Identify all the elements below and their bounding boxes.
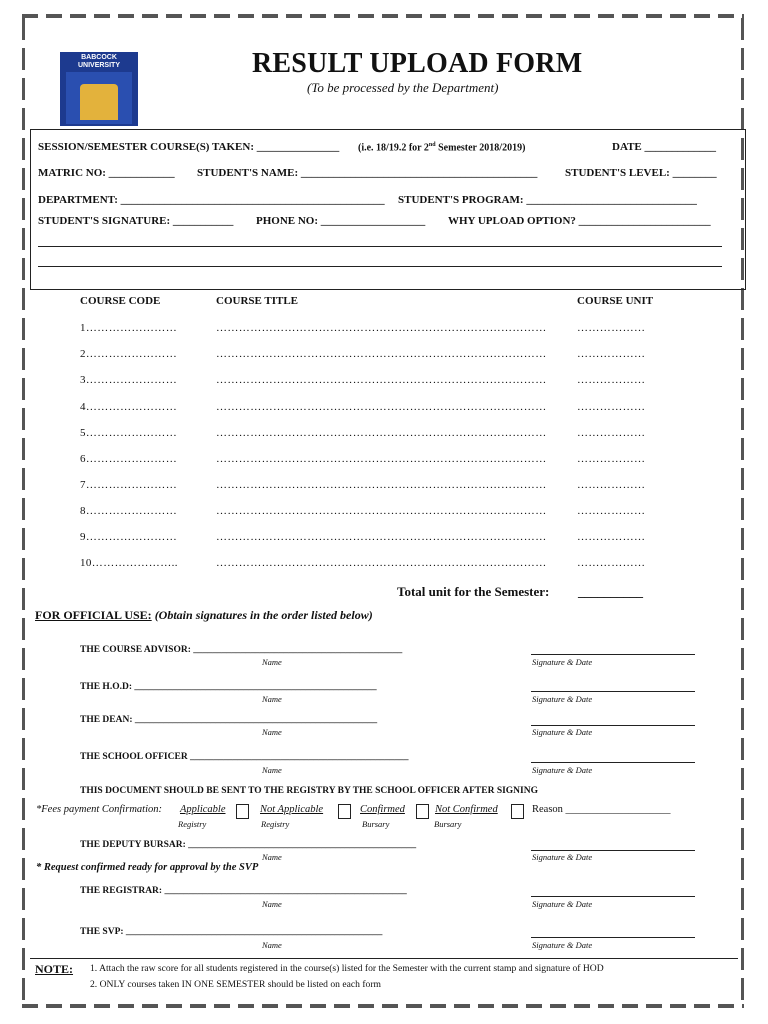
course-advisor-signature-line[interactable] — [531, 654, 695, 655]
course-unit-header: COURSE UNIT — [577, 295, 654, 307]
name-caption: Name — [262, 852, 282, 862]
reason-field[interactable]: Reason ____________________ — [532, 804, 671, 815]
signature-date-caption: Signature & Date — [532, 765, 593, 775]
signature-date-caption: Signature & Date — [532, 852, 593, 862]
name-caption: Name — [262, 694, 282, 704]
logo-shield-icon — [66, 72, 132, 124]
student-program-field[interactable]: STUDENT'S PROGRAM: _______________________________ — [398, 194, 697, 206]
course-title-cell[interactable]: …………………………………………………………………………… — [216, 453, 547, 465]
course-code-cell[interactable]: 7…………………… — [80, 479, 178, 491]
course-title-cell[interactable]: …………………………………………………………………………… — [216, 531, 547, 543]
bursary-caption: Bursary — [362, 819, 390, 829]
course-unit-cell[interactable]: ……………… — [577, 479, 646, 491]
registrar-signature-line[interactable] — [531, 896, 695, 897]
course-unit-cell[interactable]: ……………… — [577, 531, 646, 543]
svp-field[interactable]: THE SVP: ______________________________________________________ — [80, 927, 383, 937]
deputy-bursar-field[interactable]: THE DEPUTY BURSAR: ________________________________________________ — [80, 840, 417, 850]
student-name-field[interactable]: STUDENT'S NAME: ___________________________________________ — [197, 167, 538, 179]
name-caption: Name — [262, 657, 282, 667]
school-officer-field[interactable]: THE SCHOOL OFFICER ______________________________________________ — [80, 752, 409, 762]
name-caption: Name — [262, 940, 282, 950]
note-line-1: 1. Attach the raw score for all students registered in the course(s) listed for the Semester with the current stamp and signature of HOD — [90, 963, 604, 974]
dean-signature-line[interactable] — [531, 725, 695, 726]
course-unit-cell[interactable]: ……………… — [577, 505, 646, 517]
registrar-field[interactable]: THE REGISTRAR: ___________________________________________________ — [80, 886, 407, 896]
course-title-header: COURSE TITLE — [216, 295, 299, 307]
school-officer-signature-line[interactable] — [531, 762, 695, 763]
registry-notice: THIS DOCUMENT SHOULD BE SENT TO THE REGISTRY BY THE SCHOOL OFFICER AFTER SIGNING — [80, 786, 538, 796]
signature-date-caption: Signature & Date — [532, 899, 593, 909]
course-title-cell[interactable]: …………………………………………………………………………… — [216, 557, 547, 569]
course-code-cell[interactable]: 1…………………… — [80, 322, 178, 334]
official-use-heading: FOR OFFICIAL USE: (Obtain signatures in the order listed below) — [35, 608, 373, 622]
note-line-2: 2. ONLY courses taken IN ONE SEMESTER should be listed on each form — [90, 979, 381, 990]
note-divider — [30, 958, 738, 959]
bursary-caption: Bursary — [434, 819, 462, 829]
upload-option-field[interactable]: WHY UPLOAD OPTION? ________________________ — [448, 215, 711, 227]
course-unit-cell[interactable]: ……………… — [577, 453, 646, 465]
not-confirmed-checkbox[interactable] — [511, 804, 524, 819]
name-caption: Name — [262, 727, 282, 737]
form-subtitle: (To be processed by the Department) — [307, 80, 499, 95]
not-applicable-label: Not Applicable — [260, 804, 324, 815]
dean-field[interactable]: THE DEAN: ___________________________________________________ — [80, 715, 378, 725]
student-signature-field[interactable]: STUDENT'S SIGNATURE: ___________ — [38, 215, 234, 227]
course-code-cell[interactable]: 8…………………… — [80, 505, 178, 517]
registry-caption: Registry — [178, 819, 207, 829]
total-unit-field[interactable]: __________ — [578, 584, 643, 599]
upload-reason-line-2[interactable] — [38, 266, 722, 267]
student-level-field[interactable]: STUDENT'S LEVEL: ________ — [565, 167, 717, 179]
not-confirmed-label: Not Confirmed — [435, 804, 498, 815]
course-title-cell[interactable]: …………………………………………………………………………… — [216, 479, 547, 491]
logo-text: BABCOCK UNIVERSITY — [62, 54, 136, 70]
signature-date-caption: Signature & Date — [532, 727, 593, 737]
confirmed-checkbox[interactable] — [416, 804, 429, 819]
hod-signature-line[interactable] — [531, 691, 695, 692]
course-unit-cell[interactable]: ……………… — [577, 427, 646, 439]
dashed-border-bottom — [22, 1004, 744, 1008]
signature-date-caption: Signature & Date — [532, 657, 593, 667]
name-caption: Name — [262, 899, 282, 909]
deputy-bursar-signature-line[interactable] — [531, 850, 695, 851]
form-title: RESULT UPLOAD FORM — [252, 48, 583, 79]
course-title-cell[interactable]: …………………………………………………………………………… — [216, 427, 547, 439]
course-unit-cell[interactable]: ……………… — [577, 557, 646, 569]
course-unit-cell[interactable]: ……………… — [577, 322, 646, 334]
signature-date-caption: Signature & Date — [532, 694, 593, 704]
course-title-cell[interactable]: …………………………………………………………………………… — [216, 348, 547, 360]
course-code-header: COURSE CODE — [80, 295, 161, 307]
course-code-cell[interactable]: 10………………….. — [80, 557, 178, 569]
course-title-cell[interactable]: …………………………………………………………………………… — [216, 401, 547, 413]
not-applicable-checkbox[interactable] — [338, 804, 351, 819]
dashed-border-left — [22, 18, 25, 1004]
date-field[interactable]: DATE _____________ — [612, 141, 716, 153]
course-code-cell[interactable]: 3…………………… — [80, 374, 178, 386]
signature-date-caption: Signature & Date — [532, 940, 593, 950]
course-code-cell[interactable]: 4…………………… — [80, 401, 178, 413]
course-unit-cell[interactable]: ……………… — [577, 374, 646, 386]
hod-field[interactable]: THE H.O.D: ___________________________________________________ — [80, 682, 377, 692]
course-unit-cell[interactable]: ……………… — [577, 401, 646, 413]
course-title-cell[interactable]: …………………………………………………………………………… — [216, 322, 547, 334]
svp-approval-note: * Request confirmed ready for approval by the SVP — [36, 862, 259, 873]
department-field[interactable]: DEPARTMENT: ________________________________________________ — [38, 194, 385, 206]
course-unit-cell[interactable]: ……………… — [577, 348, 646, 360]
course-advisor-field[interactable]: THE COURSE ADVISOR: ____________________________________________ — [80, 645, 403, 655]
matric-field[interactable]: MATRIC NO: ____________ — [38, 167, 175, 179]
course-title-cell[interactable]: …………………………………………………………………………… — [216, 505, 547, 517]
course-title-cell[interactable]: …………………………………………………………………………… — [216, 374, 547, 386]
confirmed-label: Confirmed — [360, 804, 405, 815]
upload-reason-line-1[interactable] — [38, 246, 722, 247]
applicable-checkbox[interactable] — [236, 804, 249, 819]
course-code-cell[interactable]: 9…………………… — [80, 531, 178, 543]
phone-field[interactable]: PHONE NO: ___________________ — [256, 215, 426, 227]
session-hint: (i.e. 18/19.2 for 2nd Semester 2018/2019) — [358, 142, 526, 154]
course-code-cell[interactable]: 2…………………… — [80, 348, 178, 360]
total-unit-label: Total unit for the Semester: — [397, 584, 550, 599]
name-caption: Name — [262, 765, 282, 775]
university-logo — [60, 52, 138, 126]
svp-signature-line[interactable] — [531, 937, 695, 938]
dashed-border-top — [22, 14, 744, 18]
registry-caption: Registry — [261, 819, 290, 829]
course-code-cell[interactable]: 5…………………… — [80, 427, 178, 439]
note-label: NOTE: — [35, 962, 74, 976]
course-code-cell[interactable]: 6…………………… — [80, 453, 178, 465]
applicable-label: Applicable — [180, 804, 226, 815]
session-field[interactable]: SESSION/SEMESTER COURSE(S) TAKEN: _______________ — [38, 141, 340, 153]
fees-confirmation-label: *Fees payment Confirmation: — [36, 804, 162, 815]
